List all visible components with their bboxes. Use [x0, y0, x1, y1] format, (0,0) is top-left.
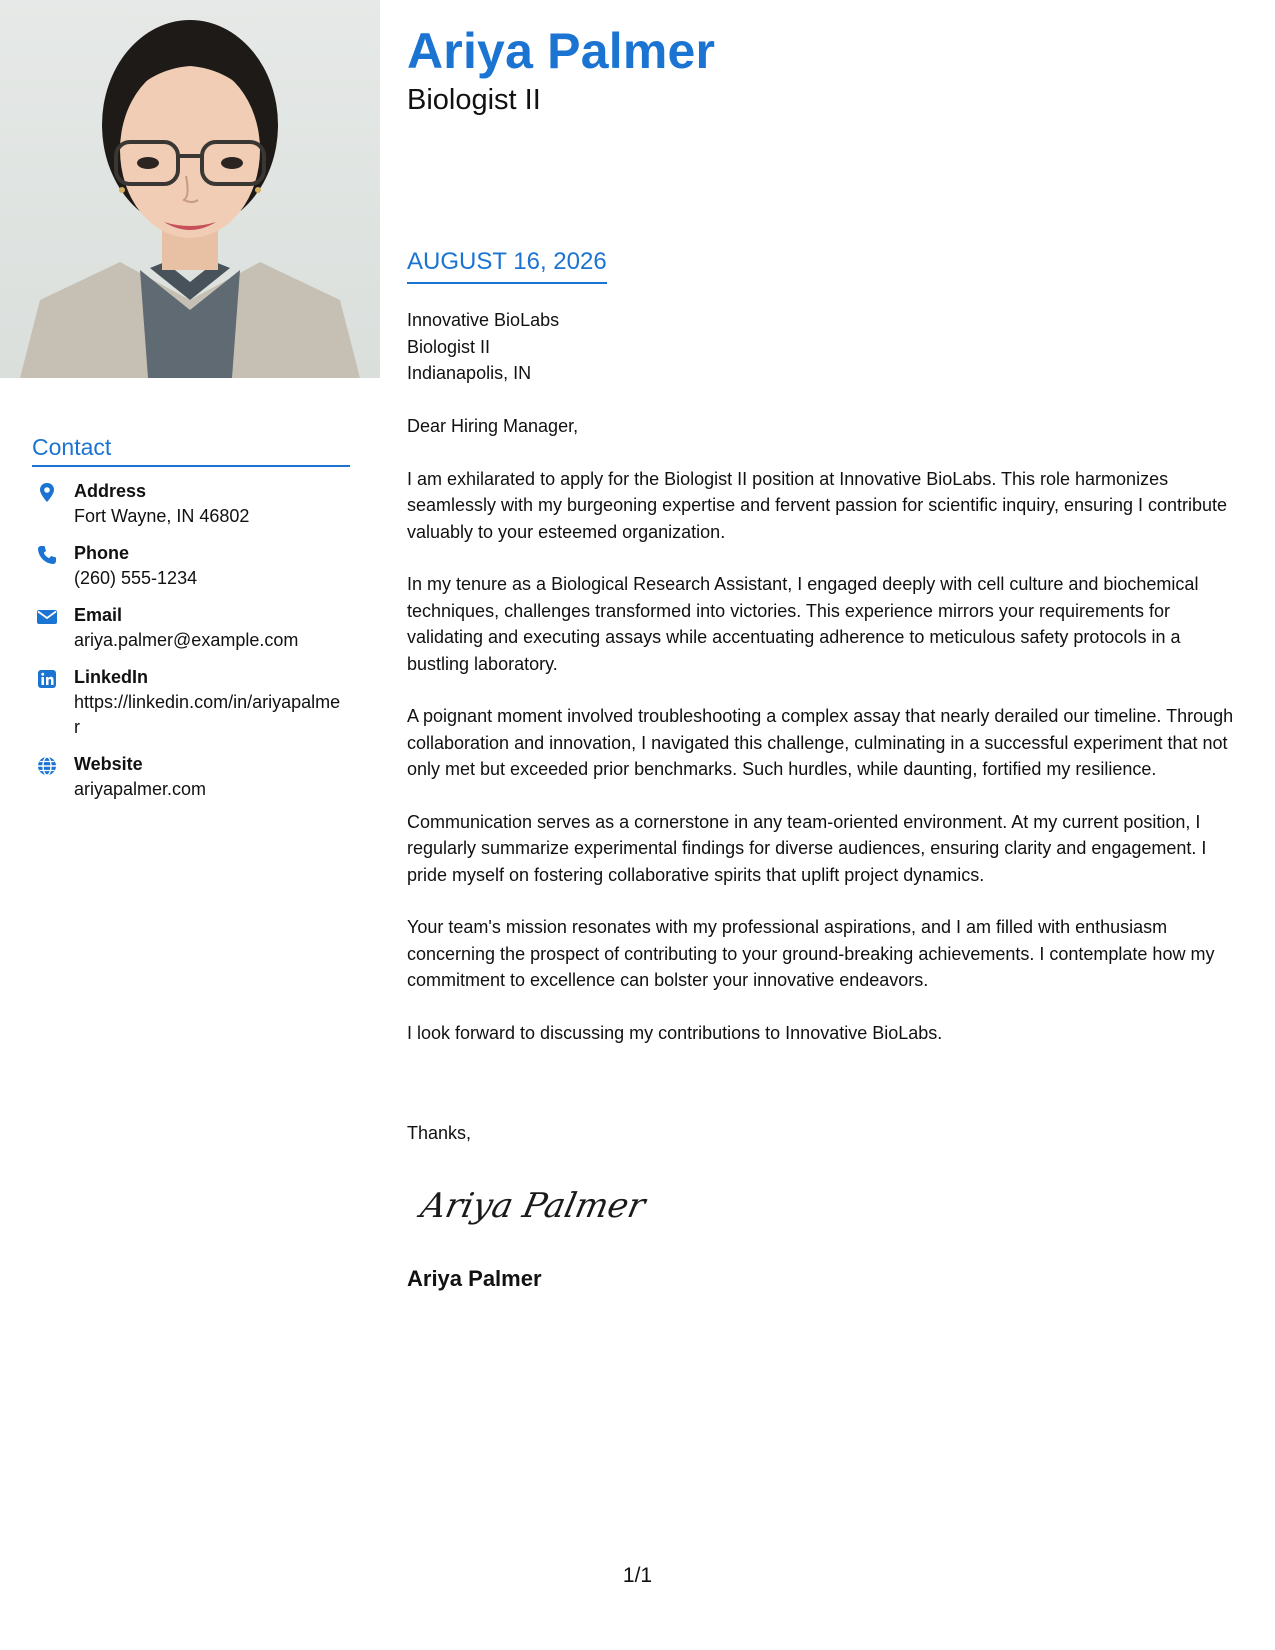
envelope-icon: [36, 606, 58, 628]
phone-icon: [36, 544, 58, 566]
website-value[interactable]: ariyapalmer.com: [74, 779, 207, 799]
candidate-role: Biologist II: [407, 84, 541, 116]
closing: Thanks,: [407, 1123, 472, 1143]
letter-paragraph: A poignant moment involved troubleshooting a complex assay that nearly derailed our timeline. Through collaboration and innovation, I navigated this challenge, culminating in a successful experiment that not only met but exceeded prior benchmarks. Such hurdles, while daunting, fortified my resilience.: [407, 706, 1234, 779]
contact-label: Email: [74, 605, 123, 625]
letter-paragraph: Your team's mission resonates with my professional aspirations, and I am filled with enthusiasm concerning the prospect of contributing to your ground-breaking achievements. I contemplate how my commitment to excellence can bolster your innovative endeavors.: [407, 917, 1215, 990]
recipient-company: Innovative BioLabs: [407, 310, 560, 330]
letter-date: AUGUST 16, 2026: [407, 248, 607, 284]
linkedin-value[interactable]: https://linkedin.com/in/ariyapalmer: [74, 692, 341, 737]
contact-item-address: [32, 479, 350, 529]
recipient-location: Indianapolis, IN: [407, 363, 532, 383]
contact-item-linkedin: [32, 665, 350, 740]
contact-item-phone: [32, 541, 350, 591]
signer-name: Ariya Palmer: [407, 1266, 542, 1291]
contact-sidebar: [32, 434, 350, 814]
page-number: 1/1: [622, 1564, 653, 1587]
signature-image: [414, 1175, 674, 1235]
contact-label: Phone: [74, 543, 130, 563]
location-pin-icon: [36, 482, 58, 504]
letter-paragraph: Communication serves as a cornerstone in any team-oriented environment. At my current position, I regularly summarize experimental findings for diverse audiences, ensuring clarity and engagement. I pride myself on fostering collaborative spirits that uplift project dynamics.: [407, 811, 1207, 885]
globe-icon: [36, 755, 58, 777]
candidate-name: Ariya Palmer: [407, 23, 716, 79]
recipient-block: [407, 307, 559, 387]
profile-photo: [0, 0, 380, 378]
letter-paragraph: In my tenure as a Biological Research Assistant, I engaged deeply with cell culture and biochemical techniques, challenges transformed into victories. This experience mirrors your requirements for validating and executing assays while accentuating adherence to meticulous safety protocols in a bustling laboratory.: [407, 574, 1199, 674]
letter-paragraph: I am exhilarated to apply for the Biologist II position at Innovative BioLabs. This role harmonizes seamlessly with my burgeoning expertise and fervent passion for scientific inquiry, ensuring I contribute valuably to your esteemed organization.: [407, 468, 1228, 542]
contact-item-website: [32, 752, 350, 802]
contact-label: LinkedIn: [74, 667, 149, 687]
letter-body: [407, 413, 1247, 1072]
contact-label: Address: [74, 481, 147, 501]
email-value[interactable]: ariya.palmer@example.com: [74, 630, 299, 650]
linkedin-icon: [36, 668, 58, 690]
contact-item-email: [32, 603, 350, 653]
recipient-position: Biologist II: [407, 336, 491, 357]
contact-heading: Contact: [32, 434, 350, 467]
letter-paragraph: I look forward to discussing my contributions to Innovative BioLabs.: [407, 1022, 943, 1043]
contact-label: Website: [74, 754, 143, 774]
salutation: Dear Hiring Manager,: [407, 416, 579, 436]
address-value: Fort Wayne, IN 46802: [74, 506, 250, 526]
svg-text:Ariya Palmer: Ariya Palmer: [417, 1186, 649, 1226]
phone-value: (260) 555-1234: [74, 568, 198, 588]
